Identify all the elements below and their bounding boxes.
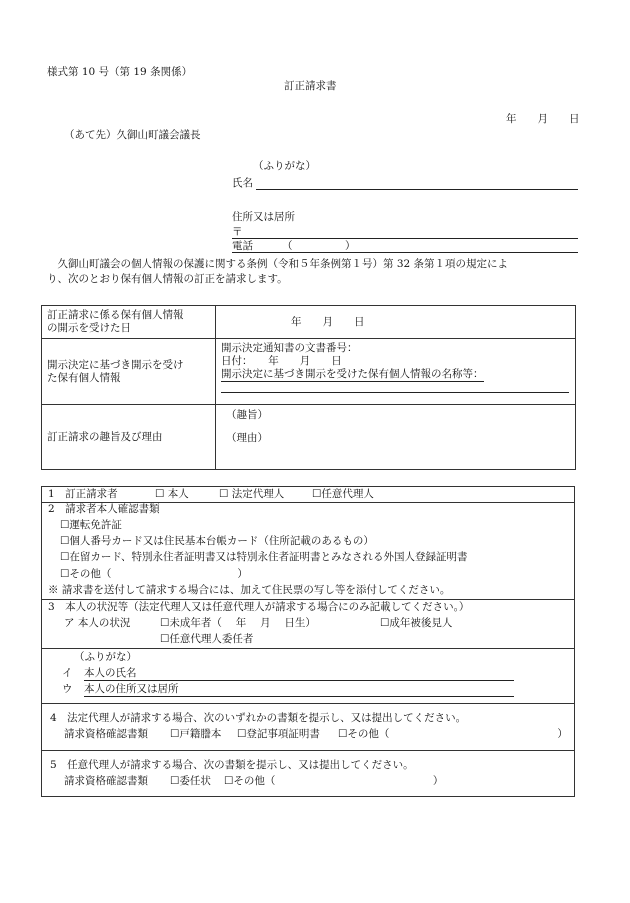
principal-name-label: 本人の氏名 — [84, 667, 137, 679]
info-name-line[interactable] — [221, 382, 569, 393]
info-name-label: 開示決定に基づき開示を受けた保有個人情報の名称等： — [221, 368, 484, 380]
document-number-field[interactable]: 開示決定通知書の文書番号： — [221, 342, 358, 354]
disclosure-date-value[interactable]: 年 月 日 — [216, 306, 576, 339]
section5-label: 5 任意代理人が請求する場合、次の書類を提示し、又は提出してください。 — [50, 759, 414, 771]
phone-label: 電話 — [232, 240, 253, 252]
postal-mark: 〒 — [232, 226, 243, 238]
disclosure-date-label — [42, 306, 216, 339]
info-name-field[interactable] — [221, 368, 575, 382]
name-label: 氏名 — [232, 177, 253, 189]
purpose-label: （趣旨） — [226, 409, 268, 421]
name-field[interactable] — [256, 189, 578, 190]
principal-name-field[interactable] — [84, 680, 514, 681]
registry-certificate-checkbox[interactable]: ☐登記事項証明書 — [237, 728, 320, 740]
other-id-checkbox[interactable]: ☐その他（ ） — [60, 568, 248, 580]
furigana-label: （ふりがな） — [253, 160, 316, 172]
mynumber-card-checkbox[interactable]: ☐個人番号カード又は住民基本台帳カード（住所記載のあるもの） — [60, 535, 374, 547]
principal-address-field[interactable] — [84, 696, 514, 697]
disclosure-notice-date-field[interactable]: 日付： 年 月 日 — [221, 355, 342, 367]
legal-agent-checkbox[interactable]: ☐ 法定代理人 — [219, 488, 285, 500]
section3-label: 3 本人の状況等（法定代理人又は任意代理人が請求する場合にのみ記載してください。） — [48, 601, 470, 613]
divider — [42, 648, 574, 649]
mail-note: ※ 請求書を送付して請求する場合には、加えて住民票の写し等を添付してください。 — [48, 584, 451, 596]
phone-parens: （ ） — [282, 240, 356, 252]
intro-line-2: り、次のとおり保有個人情報の訂正を請求します。 — [47, 273, 288, 285]
section1-label: 1 訂正請求者 — [48, 488, 118, 500]
section4-label: 4 法定代理人が請求する場合、次のいずれかの書類を提示し、又は提出してください。 — [50, 712, 467, 724]
divider — [42, 599, 574, 600]
form-number: 様式第 10 号（第 19 条関係） — [47, 66, 193, 78]
reason-label: 訂正請求の趣旨及び理由 — [42, 405, 216, 470]
voluntary-agent-checkbox[interactable]: ☐任意代理人 — [312, 488, 374, 500]
delegator-checkbox[interactable]: ☐任意代理人委任者 — [160, 633, 254, 645]
reason-text-label: （理由） — [226, 432, 268, 444]
disclosed-info-label — [42, 339, 216, 405]
family-register-checkbox[interactable]: ☐戸籍謄本 — [170, 728, 222, 740]
requester-details-box — [41, 486, 575, 797]
disclosed-info-value — [216, 339, 576, 405]
disclosure-table — [41, 305, 576, 470]
legal-agent-other-checkbox[interactable]: ☐その他（ ） — [338, 728, 568, 740]
page-title: 訂正請求書 — [284, 80, 337, 92]
address-field[interactable] — [232, 238, 578, 239]
residence-card-checkbox[interactable]: ☐在留カード、特別永住者証明書又は特別永住者証明書とみなされる外国人登録証明書 — [60, 551, 468, 563]
adult-ward-checkbox[interactable]: ☐成年被後見人 — [380, 617, 453, 629]
reason-value[interactable] — [216, 405, 576, 470]
divider — [42, 750, 574, 751]
phone-field[interactable] — [232, 252, 578, 253]
disclosed-info-label-line1: 開示決定に基づき開示を受け — [47, 358, 184, 371]
disclosure-date-label-line1: 訂正請求に係る保有個人情報 — [47, 309, 184, 321]
addressee: （あて先）久御山町議会議長 — [64, 129, 201, 141]
drivers-license-checkbox[interactable]: ☐運転免許証 — [60, 519, 122, 531]
disclosure-date-label-line2: の開示を受けた日 — [47, 322, 131, 334]
voluntary-agent-other-checkbox[interactable]: ☐その他（ ） — [224, 775, 444, 787]
legal-agent-docs-label: 請求資格確認書類 — [64, 728, 148, 740]
intro-line-1: 久御山町議会の個人情報の保護に関する条例（令和５年条例第１号）第 32 条第１項の規定によ — [47, 258, 509, 270]
disclosure-date-row — [42, 306, 576, 339]
section2-label: 2 請求者本人確認書類 — [48, 503, 160, 515]
divider — [42, 703, 574, 704]
minor-checkbox[interactable]: ☐未成年者（ 年 月 日生） — [160, 617, 316, 629]
reason-row — [42, 405, 576, 470]
self-checkbox[interactable]: ☐ 本人 — [155, 488, 189, 500]
disclosed-info-label-line2: た保有個人情報 — [47, 371, 121, 384]
date-line: 年 月 日 — [506, 113, 580, 125]
disclosed-info-row — [42, 339, 576, 405]
principal-address-label: 本人の住所又は居所 — [84, 683, 179, 695]
principal-address-marker: ウ — [62, 683, 73, 695]
power-of-attorney-checkbox[interactable]: ☐委任状 — [170, 775, 211, 787]
principal-status-label: ア 本人の状況 — [64, 617, 131, 629]
principal-furigana-label: （ふりがな） — [74, 651, 137, 663]
voluntary-agent-docs-label: 請求資格確認書類 — [64, 775, 148, 787]
principal-name-marker: イ — [62, 667, 73, 679]
address-label: 住所又は居所 — [232, 211, 295, 223]
